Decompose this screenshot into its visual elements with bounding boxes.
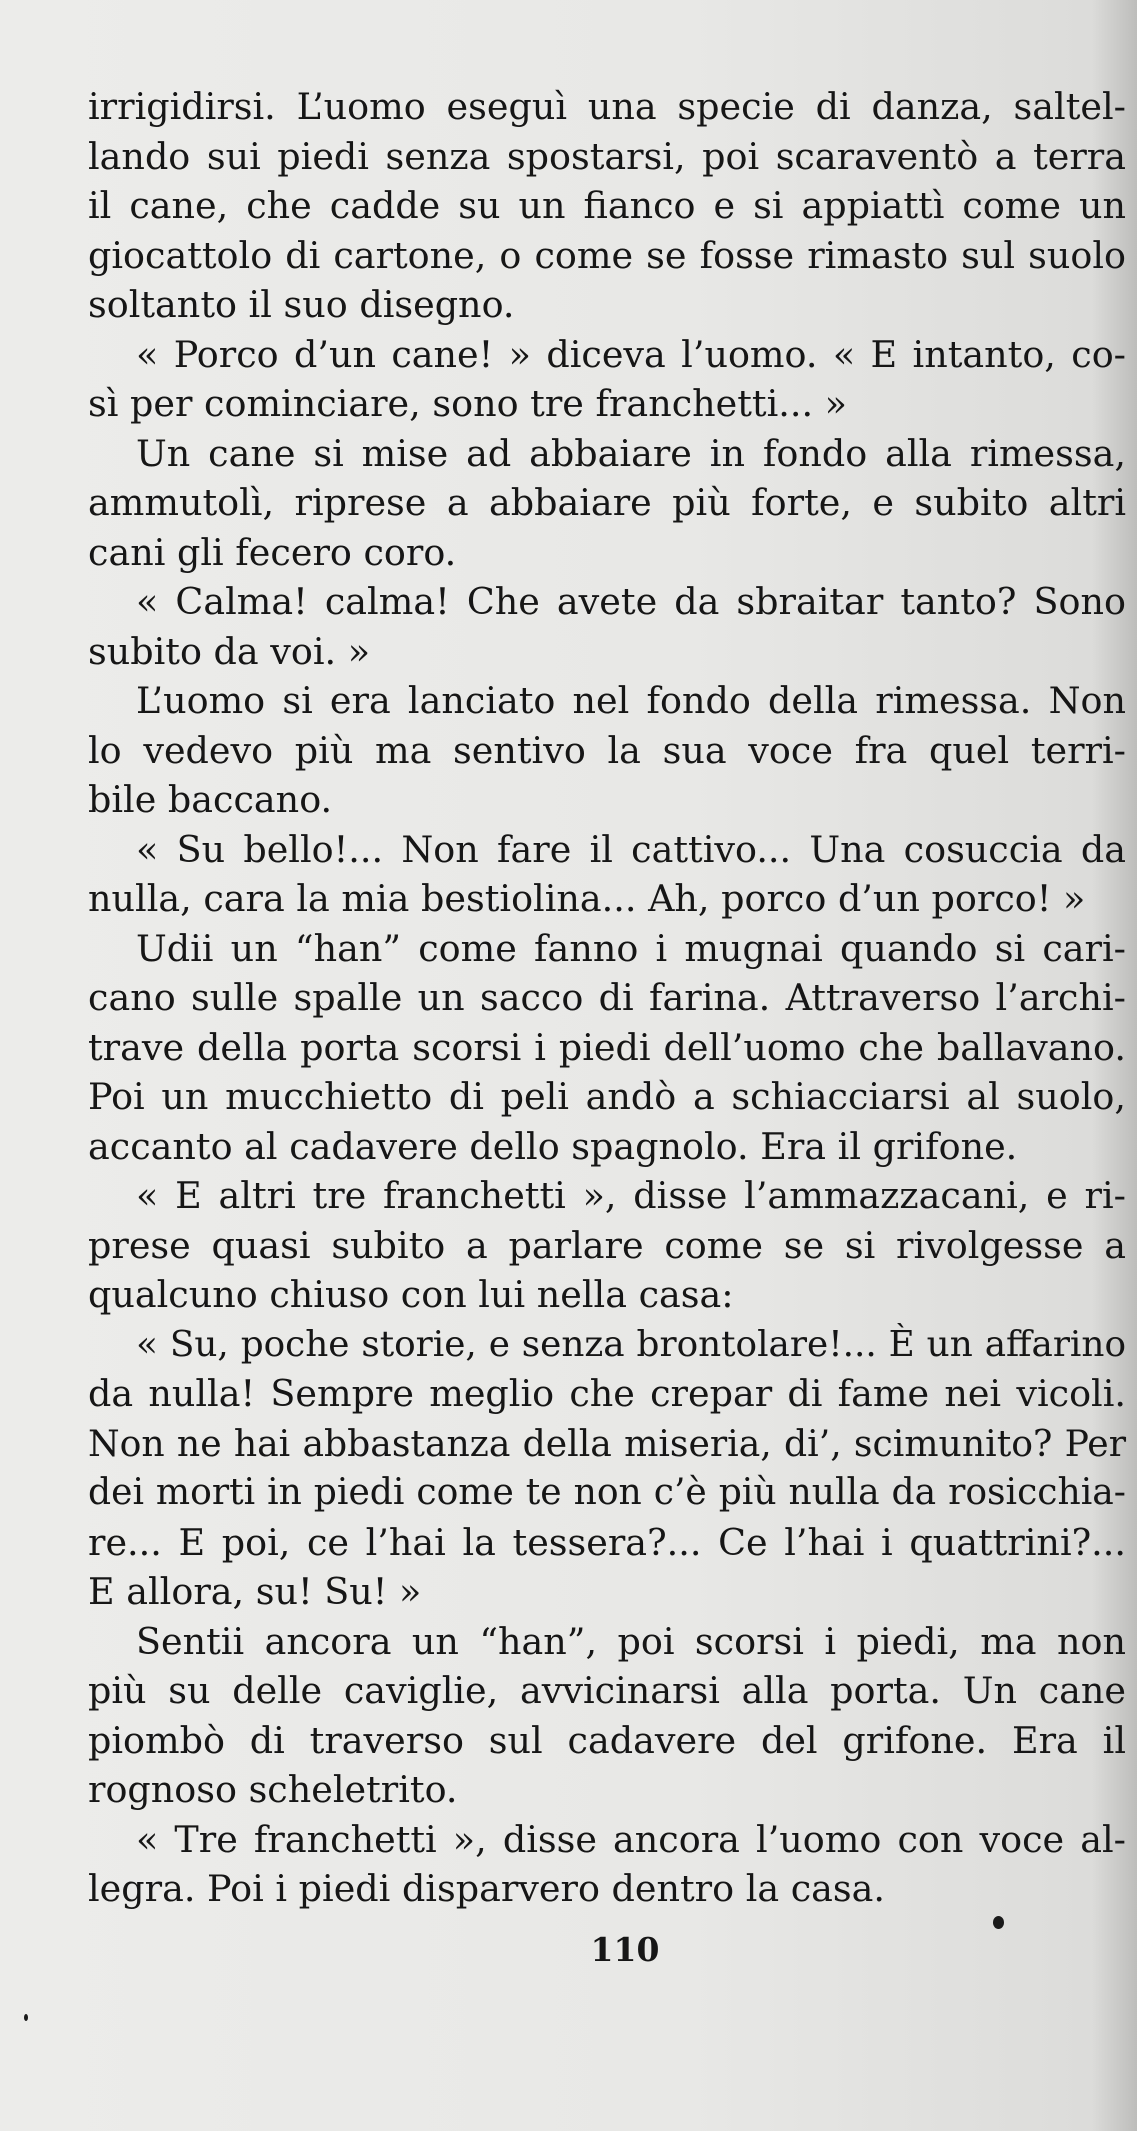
text-line: trave della porta scorsi i piedi dell’uomo che ballavano. <box>88 1025 1126 1069</box>
page-number: 110 <box>590 1930 660 1969</box>
text-line: « Calma! calma! Che avete da sbraitar tanto? Sono <box>136 580 1126 623</box>
text-line: L’uomo si era lanciato nel fondo della rimessa. Non <box>136 679 1126 722</box>
text-line: più su delle caviglie, avvicinarsi alla porta. Un cane <box>88 1669 1126 1712</box>
text-line: « Su, poche storie, e senza brontolare!... È un affarino <box>136 1323 1126 1365</box>
text-line: prese quasi subito a parlare come se si rivolgesse a <box>88 1223 1126 1267</box>
text-line: Non ne hai abbastanza della miseria, di’, scimunito? Per <box>88 1421 1126 1465</box>
text-line: soltanto il suo disegno. <box>88 283 515 326</box>
text-line: Poi un mucchietto di peli andò a schiacciarsi al suolo, <box>88 1075 1126 1118</box>
text-line: legra. Poi i piedi disparvero dentro la casa. <box>88 1867 886 1910</box>
text-line: Udii un “han” come fanno i mugnai quando si cari- <box>136 926 1126 970</box>
text-line: Sentii ancora un “han”, poi scorsi i piedi, ma non <box>136 1619 1126 1663</box>
text-line: irrigidirsi. L’uomo eseguì una specie di danza, saltel- <box>88 85 1126 128</box>
ink-speck <box>993 1916 1004 1929</box>
text-line: E allora, su! Su! » <box>88 1570 422 1613</box>
text-line: Un cane si mise ad abbaiare in fondo alla rimessa, <box>136 431 1126 475</box>
text-line: piombò di traverso sul cadavere del grifone. Era il <box>88 1718 1126 1762</box>
text-line: sì per cominciare, sono tre franchetti... » <box>88 382 847 425</box>
text-line: da nulla! Sempre meglio che crepar di fame nei vicoli. <box>88 1372 1126 1415</box>
text-line: ammutolì, riprese a abbaiare più forte, e subito altri <box>88 481 1126 524</box>
text-line: accanto al cadavere dello spagnolo. Era il grifone. <box>88 1124 1018 1168</box>
text-line: subito da voi. » <box>88 629 371 673</box>
text-line: giocattolo di cartone, o come se fosse rimasto sul suolo <box>88 233 1126 277</box>
ink-speck <box>24 2014 28 2021</box>
text-line: qualcuno chiuso con lui nella casa: <box>88 1273 734 1316</box>
text-line: « Tre franchetti », disse ancora l’uomo con voce al- <box>136 1817 1126 1861</box>
text-line: bile baccano. <box>88 778 333 821</box>
text-line: « Su bello!... Non fare il cattivo... Una cosuccia da <box>136 827 1126 871</box>
text-line: lo vedevo più ma sentivo la sua voce fra quel terri- <box>88 728 1126 772</box>
text-line: rognoso scheletrito. <box>88 1768 458 1811</box>
text-line: cani gli fecero coro. <box>88 530 457 574</box>
text-line: « E altri tre franchetti », disse l’ammazzacani, e ri- <box>136 1174 1126 1217</box>
text-line: nulla, cara la mia bestiolina... Ah, porco d’un porco! » <box>88 877 1086 920</box>
text-line: dei morti in piedi come te non c’è più nulla da rosicchia- <box>88 1471 1126 1513</box>
text-line: il cane, che cadde su un fianco e si appiattì come un <box>88 184 1126 227</box>
body-text <box>88 82 1126 1914</box>
text-line: « Porco d’un cane! » diceva l’uomo. « E intanto, co- <box>136 332 1126 376</box>
text-line: cano sulle spalle un sacco di farina. Attraverso l’archi- <box>88 976 1126 1019</box>
text-line: re... E poi, ce l’hai la tessera?... Ce l’hai i quattrini?... <box>88 1520 1126 1564</box>
text-line: lando sui piedi senza spostarsi, poi scaraventò a terra <box>88 134 1126 178</box>
